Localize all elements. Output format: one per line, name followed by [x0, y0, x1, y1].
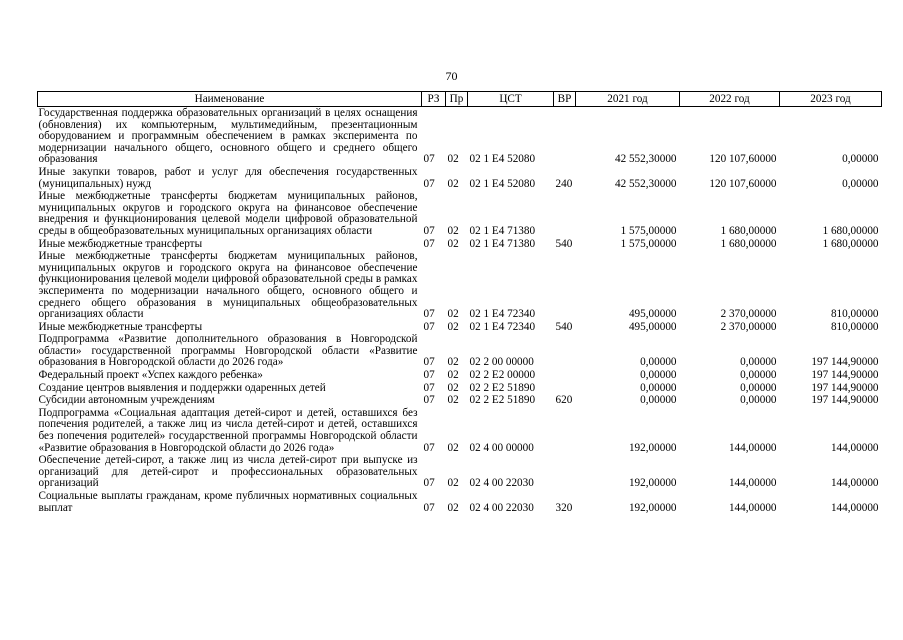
row-cst: 02 1 E4 71380	[469, 237, 536, 250]
row-pr: 02	[447, 369, 459, 382]
row-cst: 02 4 00 22030	[469, 477, 534, 490]
row-pr: 02	[447, 394, 459, 407]
row-2021: 0,00000	[640, 356, 677, 369]
row-pr: 02	[447, 441, 459, 454]
header-2022: 2022 год	[680, 92, 780, 107]
row-2021: 42 552,30000	[614, 177, 677, 190]
table-row	[38, 394, 882, 407]
table-row	[38, 321, 882, 334]
row-2022: 0,00000	[740, 356, 777, 369]
row-2021: 1 575,00000	[620, 224, 677, 237]
row-2022: 144,00000	[728, 501, 777, 514]
row-2023: 197 144,90000	[811, 381, 879, 394]
header-cst: ЦСТ	[468, 92, 554, 107]
row-vr: 540	[555, 237, 573, 250]
row-rz: 07	[423, 381, 435, 394]
row-vr	[554, 454, 576, 490]
row-rz: 07	[423, 394, 435, 407]
row-cst: 02 2 E2 51890	[469, 381, 536, 394]
row-rz: 07	[423, 477, 435, 490]
row-cst: 02 1 E4 72340	[469, 308, 536, 321]
header-pr: Пр	[446, 92, 468, 107]
row-2023: 197 144,90000	[811, 369, 879, 382]
row-2023: 1 680,00000	[822, 237, 879, 250]
row-vr	[554, 190, 576, 237]
row-2021: 42 552,30000	[614, 153, 677, 166]
table-row	[38, 238, 882, 251]
row-rz: 07	[423, 224, 435, 237]
header-name: Наименование	[38, 92, 422, 107]
table-row	[38, 250, 882, 321]
header-rz: РЗ	[422, 92, 446, 107]
row-2023: 144,00000	[830, 501, 879, 514]
row-rz: 07	[423, 153, 435, 166]
header-2021: 2021 год	[576, 92, 680, 107]
row-2023: 197 144,90000	[811, 394, 879, 407]
row-name: Создание центров выявления и поддержки одаренных детей	[38, 381, 326, 394]
row-vr	[554, 333, 576, 369]
row-vr: 620	[555, 394, 573, 407]
row-2023: 810,00000	[830, 308, 879, 321]
row-vr: 240	[555, 177, 573, 190]
row-name: Государственная поддержка образовательных организаций в целях оснащения (обновления) их компьютерным, мультимедийным, презентационным оборудованием и программным обеспечением в рамках эксперимента по модернизации начального общего, основного общего и среднего общего образования	[38, 107, 418, 166]
row-2021: 0,00000	[640, 369, 677, 382]
row-name: Подпрограмма «Развитие дополнительного образования в Новгородской области» государственной программы Новгородской области «Развитие образования в Новгородской области до 2026 года»	[38, 333, 418, 369]
row-2021: 192,00000	[628, 477, 677, 490]
row-2021: 0,00000	[640, 394, 677, 407]
header-vr: ВР	[554, 92, 576, 107]
row-cst: 02 1 E4 52080	[469, 153, 536, 166]
row-2022: 0,00000	[740, 381, 777, 394]
row-cst: 02 2 00 00000	[469, 356, 534, 369]
page-number: 70	[445, 69, 458, 83]
row-pr: 02	[447, 308, 459, 321]
row-cst: 02 4 00 22030	[469, 501, 534, 514]
table-row	[38, 454, 882, 490]
row-pr: 02	[447, 224, 459, 237]
row-pr: 02	[447, 153, 459, 166]
row-2022: 144,00000	[728, 441, 777, 454]
table-row	[38, 107, 882, 166]
row-name: Иные межбюджетные трансферты	[38, 320, 203, 333]
row-name: Иные межбюджетные трансферты бюджетам муниципальных районов, муниципальных округов и городского округа на финансовое обеспечение функционирования целевой модели цифровой образовательной среды в рамках эксперимента по модернизации начального общего, основного общего и среднего общего образования в муниципальных общеобразовательных организациях области	[38, 250, 418, 321]
row-2023: 1 680,00000	[822, 224, 879, 237]
row-cst: 02 1 E4 52080	[469, 177, 536, 190]
table-row	[38, 369, 882, 382]
row-pr: 02	[447, 477, 459, 490]
table-row	[38, 166, 882, 190]
header-2023: 2023 год	[780, 92, 882, 107]
row-2021: 0,00000	[640, 381, 677, 394]
row-rz: 07	[423, 369, 435, 382]
row-cst: 02 4 00 00000	[469, 441, 534, 454]
row-name: Иные закупки товаров, работ и услуг для обеспечения государственных (муниципальных) нужд	[38, 165, 418, 190]
row-name: Иные межбюджетные трансферты бюджетам муниципальных районов, муниципальных округов и городского округа на финансовое обеспечение внедрения и функционирования целевой модели цифровой образовательной среды в общеобразовательных муниципальных организациях области	[38, 190, 418, 237]
row-vr: 320	[555, 501, 573, 514]
row-rz: 07	[423, 320, 435, 333]
row-2022: 1 680,00000	[720, 237, 777, 250]
table-row	[38, 190, 882, 237]
row-2021: 1 575,00000	[620, 237, 677, 250]
row-2023: 144,00000	[830, 441, 879, 454]
row-2023: 144,00000	[830, 477, 879, 490]
row-rz: 07	[423, 308, 435, 321]
row-vr	[554, 107, 576, 166]
row-2022: 120 107,60000	[709, 177, 777, 190]
row-cst: 02 1 E4 72340	[469, 320, 536, 333]
row-pr: 02	[447, 320, 459, 333]
row-pr: 02	[447, 381, 459, 394]
row-2023: 810,00000	[830, 320, 879, 333]
row-2023: 0,00000	[842, 177, 879, 190]
row-2023: 197 144,90000	[811, 356, 879, 369]
row-name: Субсидии автономным учреждениям	[38, 394, 215, 407]
row-name: Подпрограмма «Социальная адаптация детей-сирот и детей, оставшихся без попечения родителей, а также лиц из числа детей-сирот и детей, оставшихся без попечения родителей» государственной программы Новгородской области «Развитие образования в Новгородской области до 2026 года»	[38, 406, 418, 454]
row-2022: 2 370,00000	[720, 320, 777, 333]
row-2022: 1 680,00000	[720, 224, 777, 237]
row-rz: 07	[423, 177, 435, 190]
row-cst: 02 1 E4 71380	[469, 224, 536, 237]
row-vr: 540	[555, 320, 573, 333]
row-2023: 0,00000	[842, 153, 879, 166]
row-name: Федеральный проект «Успех каждого ребенка»	[38, 369, 263, 382]
row-rz: 07	[423, 501, 435, 514]
row-pr: 02	[447, 177, 459, 190]
table-row	[38, 333, 882, 369]
row-name: Иные межбюджетные трансферты	[38, 237, 203, 250]
row-name: Обеспечение детей-сирот, а также лиц из числа детей-сирот при выпуске из организаций для детей-сирот и профессиональных образовательных организаций	[38, 454, 418, 490]
row-name: Социальные выплаты гражданам, кроме публичных нормативных социальных выплат	[38, 490, 418, 514]
row-rz: 07	[423, 441, 435, 454]
row-vr	[554, 382, 576, 395]
row-pr: 02	[447, 237, 459, 250]
row-2021: 192,00000	[628, 501, 677, 514]
row-2022: 144,00000	[728, 477, 777, 490]
row-pr: 02	[447, 501, 459, 514]
row-2022: 2 370,00000	[720, 308, 777, 321]
row-vr	[554, 407, 576, 454]
row-2021: 495,00000	[628, 320, 677, 333]
row-2022: 0,00000	[740, 369, 777, 382]
row-vr	[554, 250, 576, 321]
row-cst: 02 2 E2 00000	[469, 369, 536, 382]
row-2021: 495,00000	[628, 308, 677, 321]
table-header-row	[38, 92, 882, 107]
budget-table	[37, 91, 882, 514]
table-row	[38, 382, 882, 395]
row-rz: 07	[423, 237, 435, 250]
row-rz: 07	[423, 356, 435, 369]
table-row	[38, 407, 882, 454]
row-2021: 192,00000	[628, 441, 677, 454]
row-cst: 02 2 E2 51890	[469, 394, 536, 407]
row-2022: 120 107,60000	[709, 153, 777, 166]
table-row	[38, 490, 882, 514]
row-2022: 0,00000	[740, 394, 777, 407]
row-vr	[554, 369, 576, 382]
row-pr: 02	[447, 356, 459, 369]
